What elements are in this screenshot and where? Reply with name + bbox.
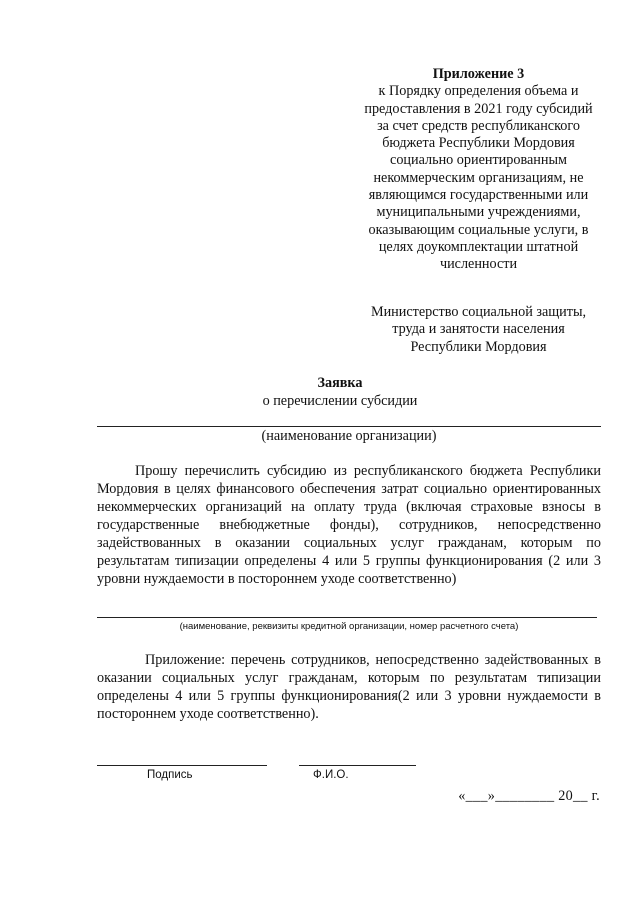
appendix-block (356, 66, 601, 274)
bank-details-caption: (наименование, реквизиты кредитной организации, номер расчетного счета) (179, 621, 519, 632)
request-subtitle: о перечислении субсидии (262, 393, 418, 409)
ministry-addressee: Министерство социальной защиты, труда и занятости населения Республики Мордовия (370, 304, 587, 355)
date-line: «___»________ 20__ г. (458, 788, 600, 804)
signature-line (97, 765, 267, 766)
request-title: Заявка (317, 375, 363, 391)
attachment-paragraph: Приложение: перечень сотрудников, непосредственно задействованных в оказании социальных услуг гражданам, которым по результатам типизации определены 4 или 5 группы функционирования(2 или 3 уровни нуждаемости в постороннем уходе соответственно). (97, 652, 601, 722)
organization-name-caption: (наименование организации) (261, 428, 437, 444)
appendix-title: Приложение 3 (432, 66, 525, 82)
signature-label: Подпись (147, 769, 193, 781)
full-name-line (299, 765, 416, 766)
bank-details-line (97, 617, 597, 618)
appendix-body: к Порядку определения объема и предоставления в 2021 году субсидий за счет средств республиканского бюджета Республики Мордовия социально ориентированным некоммерческим организациям, не являющимся государственными или муниципальными учреждениями, оказывающим социальные услуги, в целях доукомплектации штатной численности (364, 83, 593, 273)
request-paragraph: Прошу перечислить субсидию из республиканского бюджета Республики Мордовия в целях финансового обеспечения затрат социально ориентированных некоммерческих организаций на оплату труда (включая страховые взносы в государственные внебюджетные фонды), сотрудников, непосредственно задействованных в оказании социальных услуг гражданам, которым по результатам типизации определены 4 или 5 группы функционирования (2 или 3 уровни нуждаемости в постороннем уходе соответственно) (97, 463, 601, 587)
full-name-label: Ф.И.О. (313, 769, 349, 781)
organization-name-line (97, 426, 601, 427)
